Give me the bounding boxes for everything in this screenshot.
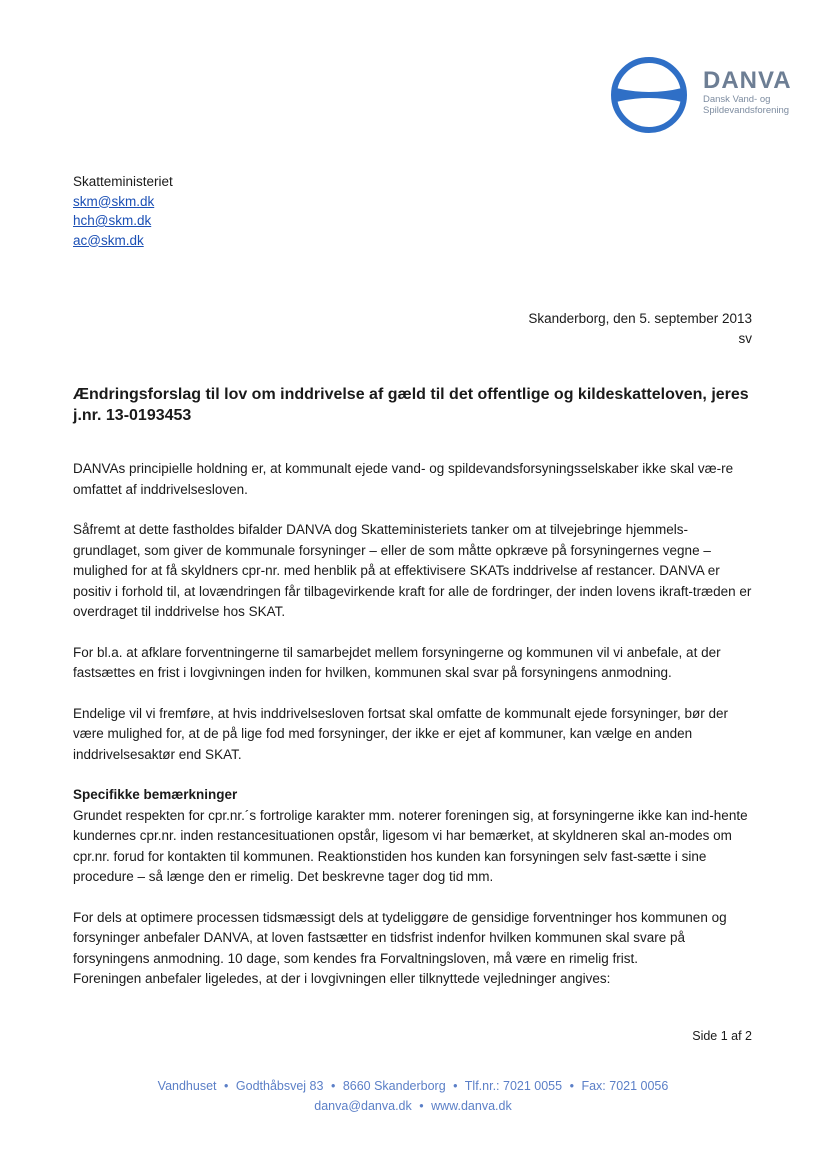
section-paragraph: Grundet respekten for cpr.nr.´s fortrolige karakter mm. noterer foreningen sig, at forsyningerne ikke kan ind-hente kundernes cpr.nr. inden restancesituationen opstår, ligesom vi har bemærket, at skyldneren skal an-modes om cpr.nr. forud for kontakten til kommunen. Reaktionstiden hos kunden kan forsyningen selv fast-sætte i sine procedure – så længe den er rimelig. Det beskrevne tager dog tid mm. [73,807,748,884]
footer-separator: • [419,1099,424,1113]
footer-website-link[interactable]: www.danva.dk [431,1099,512,1113]
body-paragraph: Såfremt at dette fastholdes bifalder DANVA dog Skatteministeriets tanker om at tilvejebringe hjemmels-grundlaget, som giver de kommunale forsyninger – eller de som måtte opkræve på forsyningernes vegne – mulighed for at få skyldners cpr-nr. med henblik på at effektivisere SKATs inddrivelse af restancer. DANVA er positiv i forhold til, at lovændringen får tilbagevirkende kraft for alle de fordringer, der inden lovens ikraft-træden er overdraget til inddrivelse hos SKAT. [73,522,752,619]
footer-phone: Tlf.nr.: 7021 0055 [464,1079,563,1093]
footer-address-line [0,1076,826,1096]
page-number: Side 1 af 2 [692,1029,752,1043]
footer-separator: • [569,1079,574,1093]
footer-separator: • [453,1079,458,1093]
logo-name: DANVA [703,67,792,94]
footer-street: Godthåbsvej 83 [235,1079,324,1093]
body-paragraph: DANVAs principielle holdning er, at kommunalt ejede vand- og spildevandsforsyningsselskaber ikke skal væ-re omfattet af inddrivelsesloven. [73,461,734,497]
section-paragraph: For dels at optimere processen tidsmæssigt dels at tydeliggøre de gensidige forventninger hos kommunen og forsyninger anbefaler DANVA, at loven fastsætter en tidsfrist indenfor hvilken kommunen skal svare på forsyningens anmodning. 10 dage, som kendes fra Forvaltningsloven, må være en rimelig frist. [73,909,727,966]
danva-logo-mark-icon [608,54,690,136]
letter-body [73,459,755,990]
place-date: Skanderborg, den 5. september 2013 [528,311,752,326]
date-block [528,309,752,348]
body-paragraph: Endelige vil vi fremføre, at hvis inddrivelsesloven fortsat skal omfatte de kommunalt ejede forsyninger, bør der være mulighed for, at de på lige fod med forsyninger, der ikke er ejet af kommuner, kan vælge en anden inddrivelsesaktør end SKAT. [73,705,729,762]
letter-heading: Ændringsforslag til lov om inddrivelse af gæld til det offentlige og kildeskatteloven, jeres j.nr. 13-0193453 [73,386,749,424]
recipient-name: Skatteministeriet [73,174,173,189]
section-title: Specifikke bemærkninger [73,787,238,802]
section-paragraph: Foreningen anbefaler ligeledes, at der i lovgivningen eller tilknyttede vejledninger angives: [73,971,611,986]
footer-separator: • [224,1079,229,1093]
body-paragraph: For bl.a. at afklare forventningerne til samarbejdet mellem forsyningerne og kommunen vil vi anbefale, at der fastsættes en frist i lovgivningen inden for hvilken, kommunen skal svar på forsyningens anmodning. [73,644,721,680]
footer-email-link[interactable]: danva@danva.dk [314,1099,412,1113]
initials: sv [738,330,752,346]
logo-subtitle-line2: Spildevandsforening [703,105,790,116]
recipient-email-link[interactable]: ac@skm.dk [73,232,144,248]
recipient-email-link[interactable]: hch@skm.dk [73,213,152,228]
footer-separator: • [330,1079,336,1093]
footer [0,1076,826,1116]
footer-city: 8660 Skanderborg [342,1079,446,1093]
footer-place: Vandhuset [157,1079,217,1093]
logo-subtitle-line1: Dansk Vand- og [703,94,771,105]
recipient-email-link[interactable]: skm@skm.dk [73,193,155,209]
footer-fax: Fax: 7021 0056 [581,1079,669,1093]
logo-text [703,68,792,116]
recipient-block [73,172,173,250]
footer-contact-line [0,1096,826,1116]
danva-logo [608,54,808,134]
